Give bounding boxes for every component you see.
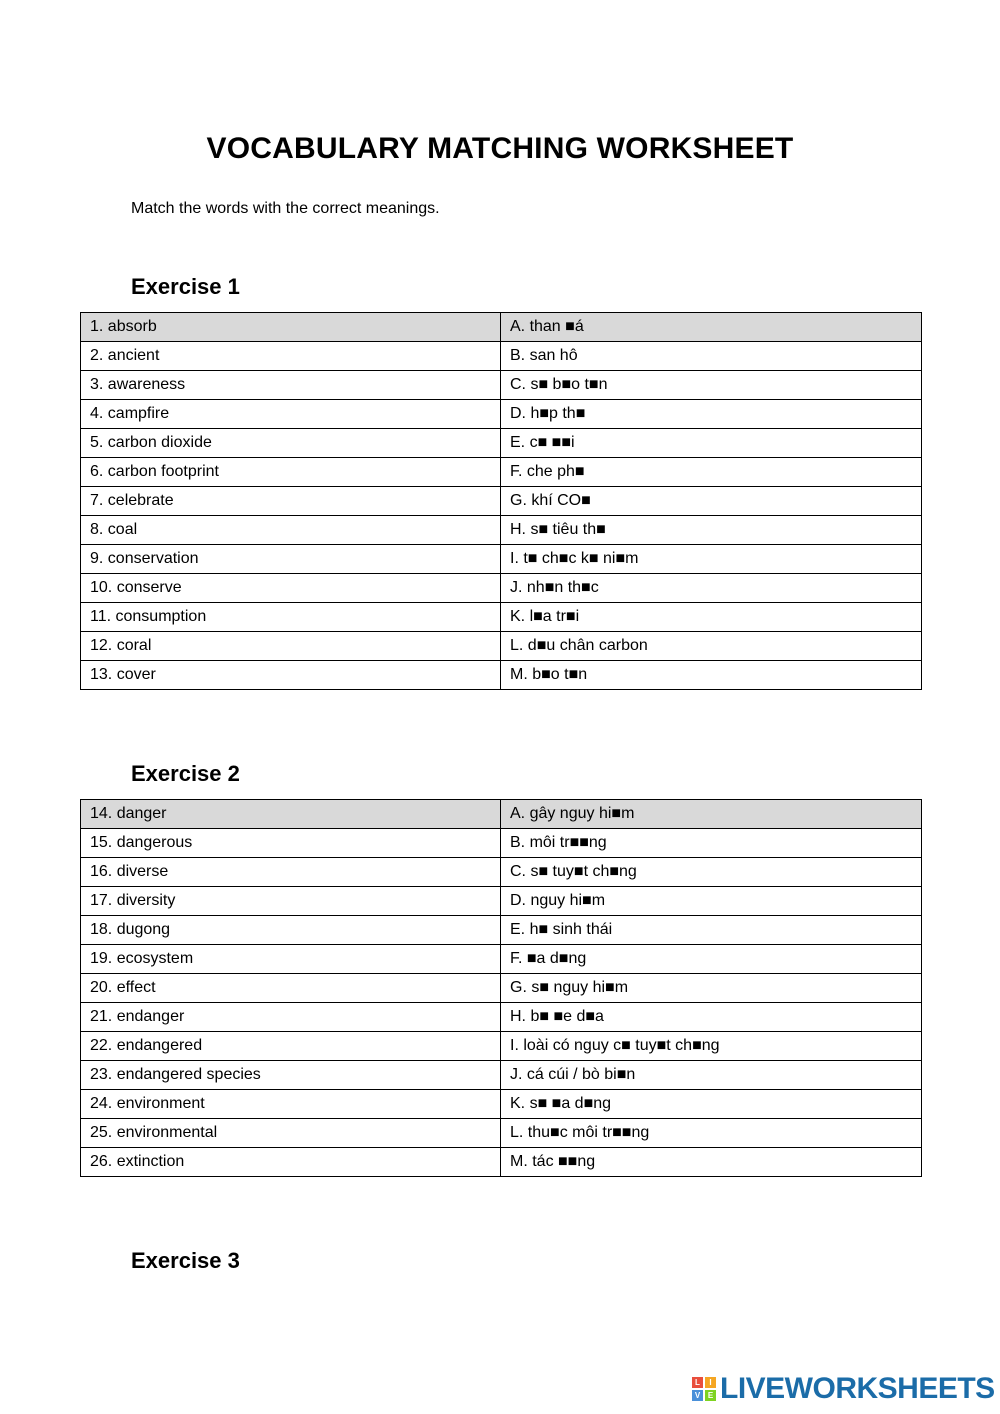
exercise-1-table xyxy=(80,312,922,690)
meaning-cell: A. gây nguy hi■m xyxy=(501,800,922,829)
word-cell: 24. environment xyxy=(81,1090,501,1119)
meaning-cell: F. che ph■ xyxy=(501,458,922,487)
table-row xyxy=(81,858,922,887)
meaning-cell: B. môi tr■■ng xyxy=(501,829,922,858)
table-row xyxy=(81,342,922,371)
table-row xyxy=(81,371,922,400)
word-cell: 11. consumption xyxy=(81,603,501,632)
meaning-cell: M. tác ■■ng xyxy=(501,1148,922,1177)
logo-mark-cell: I xyxy=(705,1377,716,1388)
table-row xyxy=(81,603,922,632)
word-cell: 25. environmental xyxy=(81,1119,501,1148)
table-row xyxy=(81,1061,922,1090)
table-row xyxy=(81,574,922,603)
table-row xyxy=(81,313,922,342)
word-cell: 5. carbon dioxide xyxy=(81,429,501,458)
word-cell: 1. absorb xyxy=(81,313,501,342)
table-row xyxy=(81,400,922,429)
word-cell: 20. effect xyxy=(81,974,501,1003)
word-cell: 2. ancient xyxy=(81,342,501,371)
word-cell: 19. ecosystem xyxy=(81,945,501,974)
logo-mark-cell: V xyxy=(692,1390,703,1401)
meaning-cell: I. loài có nguy c■ tuy■t ch■ng xyxy=(501,1032,922,1061)
meaning-cell: B. san hô xyxy=(501,342,922,371)
logo-text: LIVEWORKSHEETS xyxy=(720,1372,995,1405)
logo-mark-cell: L xyxy=(692,1377,703,1388)
word-cell: 3. awareness xyxy=(81,371,501,400)
exercise-3-heading: Exercise 3 xyxy=(131,1248,240,1273)
table-row xyxy=(81,916,922,945)
table-row xyxy=(81,945,922,974)
table-row xyxy=(81,661,922,690)
table-row xyxy=(81,887,922,916)
word-cell: 8. coal xyxy=(81,516,501,545)
table-row xyxy=(81,829,922,858)
table-row xyxy=(81,974,922,1003)
meaning-cell: A. than ■á xyxy=(501,313,922,342)
exercise-2-heading: Exercise 2 xyxy=(131,761,240,786)
meaning-cell: H. b■ ■e d■a xyxy=(501,1003,922,1032)
meaning-cell: F. ■a d■ng xyxy=(501,945,922,974)
word-cell: 22. endangered xyxy=(81,1032,501,1061)
table-row xyxy=(81,1090,922,1119)
word-cell: 4. campfire xyxy=(81,400,501,429)
meaning-cell: L. d■u chân carbon xyxy=(501,632,922,661)
meaning-cell: D. nguy hi■m xyxy=(501,887,922,916)
word-cell: 14. danger xyxy=(81,800,501,829)
word-cell: 13. cover xyxy=(81,661,501,690)
word-cell: 15. dangerous xyxy=(81,829,501,858)
word-cell: 17. diversity xyxy=(81,887,501,916)
word-cell: 6. carbon footprint xyxy=(81,458,501,487)
table-row xyxy=(81,487,922,516)
meaning-cell: M. b■o t■n xyxy=(501,661,922,690)
table-row xyxy=(81,458,922,487)
word-cell: 9. conservation xyxy=(81,545,501,574)
exercise-2-table xyxy=(80,799,922,1177)
meaning-cell: C. s■ b■o t■n xyxy=(501,371,922,400)
meaning-cell: I. t■ ch■c k■ ni■m xyxy=(501,545,922,574)
table-row xyxy=(81,800,922,829)
table-row xyxy=(81,1003,922,1032)
meaning-cell: L. thu■c môi tr■■ng xyxy=(501,1119,922,1148)
meaning-cell: K. s■ ■a d■ng xyxy=(501,1090,922,1119)
exercise-1-heading: Exercise 1 xyxy=(131,274,240,299)
table-row xyxy=(81,632,922,661)
meaning-cell: D. h■p th■ xyxy=(501,400,922,429)
table-row xyxy=(81,429,922,458)
table-row xyxy=(81,516,922,545)
instructions-text: Match the words with the correct meanings. xyxy=(131,200,440,217)
meaning-cell: C. s■ tuy■t ch■ng xyxy=(501,858,922,887)
meaning-cell: G. s■ nguy hi■m xyxy=(501,974,922,1003)
meaning-cell: H. s■ tiêu th■ xyxy=(501,516,922,545)
meaning-cell: E. c■ ■■i xyxy=(501,429,922,458)
word-cell: 18. dugong xyxy=(81,916,501,945)
logo-mark-cell: E xyxy=(705,1390,716,1401)
word-cell: 21. endanger xyxy=(81,1003,501,1032)
word-cell: 7. celebrate xyxy=(81,487,501,516)
table-row xyxy=(81,1032,922,1061)
liveworksheets-logo xyxy=(692,1372,995,1406)
word-cell: 12. coral xyxy=(81,632,501,661)
liveworksheets-logo-icon xyxy=(692,1377,716,1401)
word-cell: 10. conserve xyxy=(81,574,501,603)
meaning-cell: G. khí CO■ xyxy=(501,487,922,516)
worksheet-title: VOCABULARY MATCHING WORKSHEET xyxy=(206,132,794,165)
meaning-cell: E. h■ sinh thái xyxy=(501,916,922,945)
table-row xyxy=(81,1119,922,1148)
word-cell: 23. endangered species xyxy=(81,1061,501,1090)
table-row xyxy=(81,1148,922,1177)
meaning-cell: J. nh■n th■c xyxy=(501,574,922,603)
word-cell: 16. diverse xyxy=(81,858,501,887)
meaning-cell: K. l■a tr■i xyxy=(501,603,922,632)
meaning-cell: J. cá cúi / bò bi■n xyxy=(501,1061,922,1090)
word-cell: 26. extinction xyxy=(81,1148,501,1177)
table-row xyxy=(81,545,922,574)
